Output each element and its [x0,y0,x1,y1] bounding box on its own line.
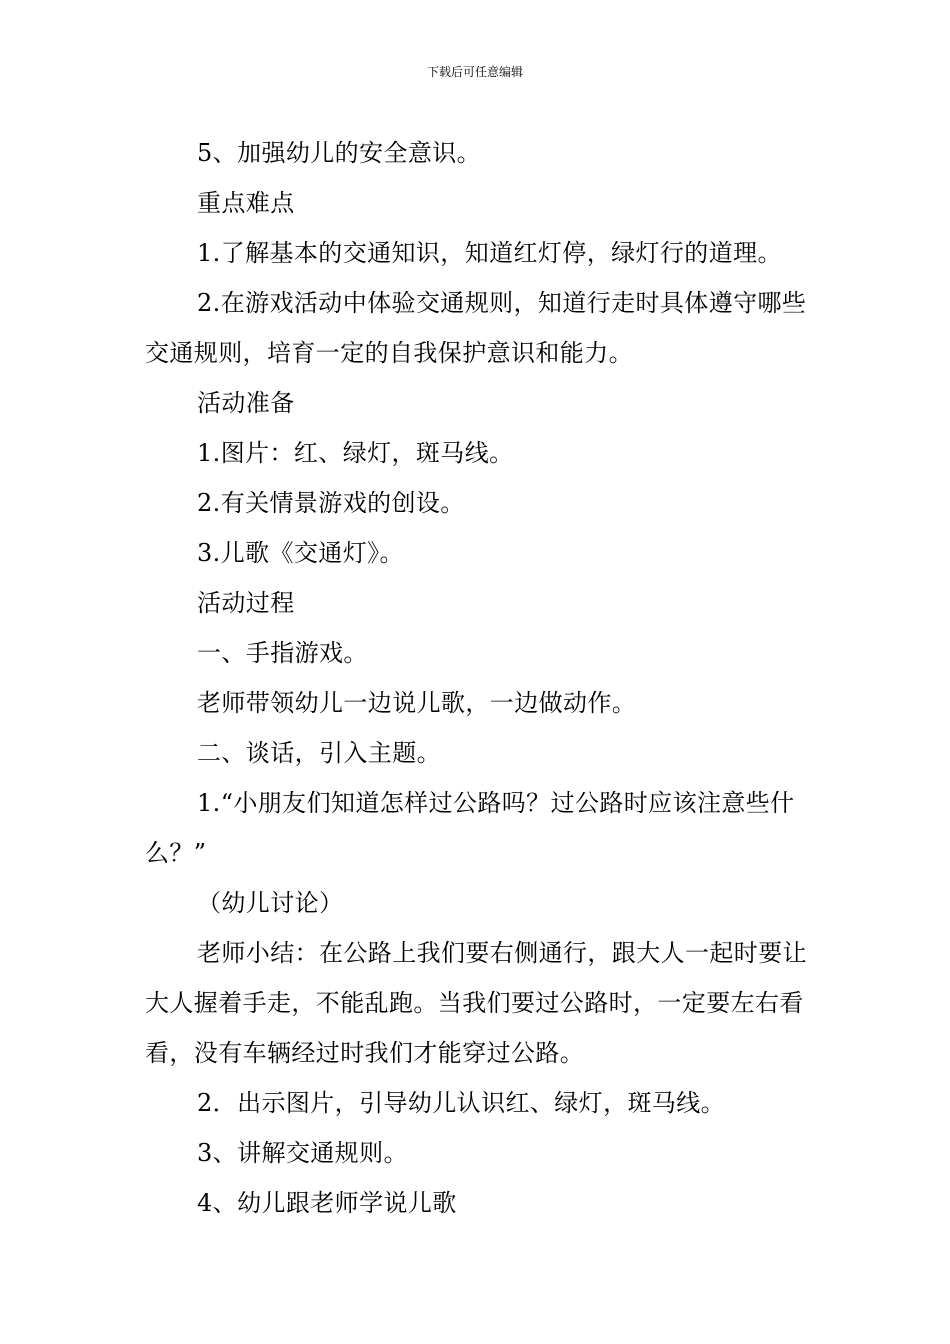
paragraph-step-one: 一、手指游戏。 [197,639,368,667]
heading-activity-preparation: 活动准备 [197,389,295,417]
paragraph-teacher-summary: 老师小结：在公路上我们要右侧通行，跟大人一起时要让大人握着手走，不能乱跑。当我们要过公路时，一定要左右看看，没有车辆经过时我们才能穿过公路。 [145,939,807,1067]
heading-key-points: 重点难点 [197,189,295,217]
paragraph-children-discussion: （幼儿讨论） [197,889,344,917]
page-header-note: 下载后可任意编辑 [426,65,523,79]
paragraph-preparation-1: 1.图片：红、绿灯，斑马线。 [197,439,514,467]
paragraph-step-one-detail: 老师带领幼儿一边说儿歌，一边做动作。 [197,689,637,717]
paragraph-step-four: 4、幼儿跟老师学说儿歌 [197,1189,457,1217]
paragraph-preparation-3: 3.儿歌《交通灯》。 [197,539,404,567]
paragraph-preparation-2: 2.有关情景游戏的创设。 [197,489,465,517]
paragraph-key-point-1: 1.了解基本的交通知识，知道红灯停，绿灯行的道理。 [197,239,782,267]
document-body [145,128,807,1228]
paragraph-safety-awareness: 5、加强幼儿的安全意识。 [197,139,482,167]
paragraph-step-three: 3、讲解交通规则。 [197,1139,408,1167]
paragraph-step-two-question: 1.“小朋友们知道怎样过公路吗？过公路时应该注意些什么？” [145,789,795,867]
heading-activity-process: 活动过程 [197,589,295,617]
paragraph-key-point-2: 2.在游戏活动中体验交通规则，知道行走时具体遵守哪些交通规则，培育一定的自我保护意识和能力。 [145,289,807,367]
paragraph-step-two: 二、谈话，引入主题。 [197,739,441,767]
paragraph-step-two-pictures: 2．出示图片，引导幼儿认识红、绿灯，斑马线。 [197,1089,726,1117]
